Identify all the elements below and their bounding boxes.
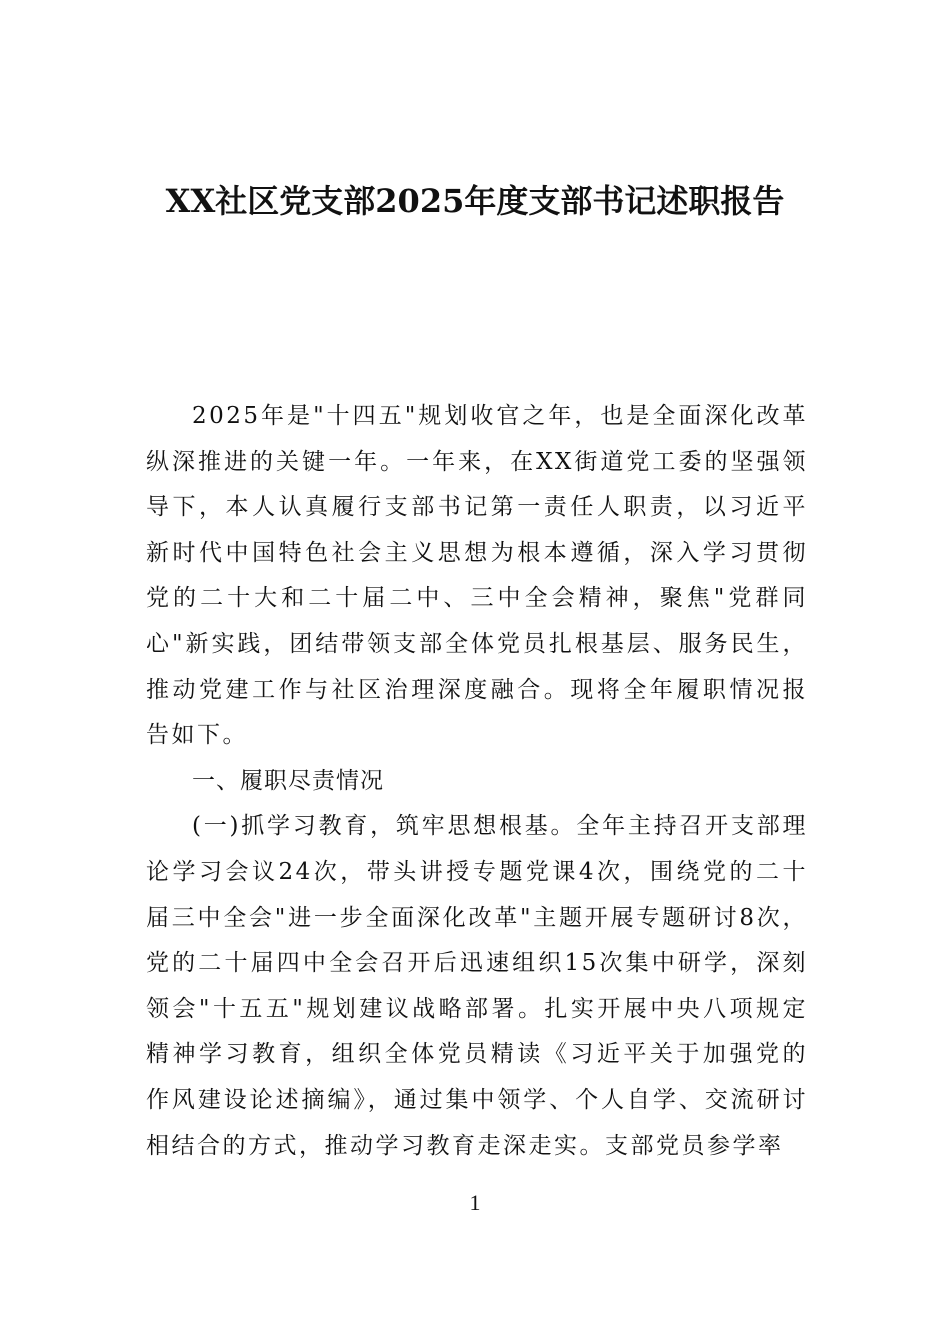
document-body xyxy=(146,394,808,1169)
document-title: XX社区党支部2025年度支部书记述职报告 xyxy=(165,182,785,220)
page-number: 1 xyxy=(469,1190,481,1215)
subsection-paragraph: (一)抓学习教育，筑牢思想根基。全年主持召开支部理论学习会议24次，带头讲授专题党课4次，围绕党的二十届三中全会"进一步全面深化改革"主题开展专题研讨8次，党的二十届四中全会召开后迅速组织15次集中研学，深刻领会"十五五"规划建议战略部署。扎实开展中央八项规定精神学习教育，组织全体党员精读《习近平关于加强党的作风建设论述摘编》，通过集中领学、个人自学、交流研讨相结合的方式，推动学习教育走深走实。支部党员参学率 xyxy=(146,813,808,1159)
section-heading: 一、履职尽责情况 xyxy=(192,767,384,794)
intro-paragraph: 2025年是"十四五"规划收官之年，也是全面深化改革纵深推进的关键一年。一年来，在XX街道党工委的坚强领导下，本人认真履行支部书记第一责任人职责，以习近平新时代中国特色社会主义思想为根本遵循，深入学习贯彻党的二十大和二十届二中、三中全会精神，聚焦"党群同心"新实践，团结带领支部全体党员扎根基层、服务民生，推动党建工作与社区治理深度融合。现将全年履职情况报告如下。 xyxy=(146,403,808,749)
